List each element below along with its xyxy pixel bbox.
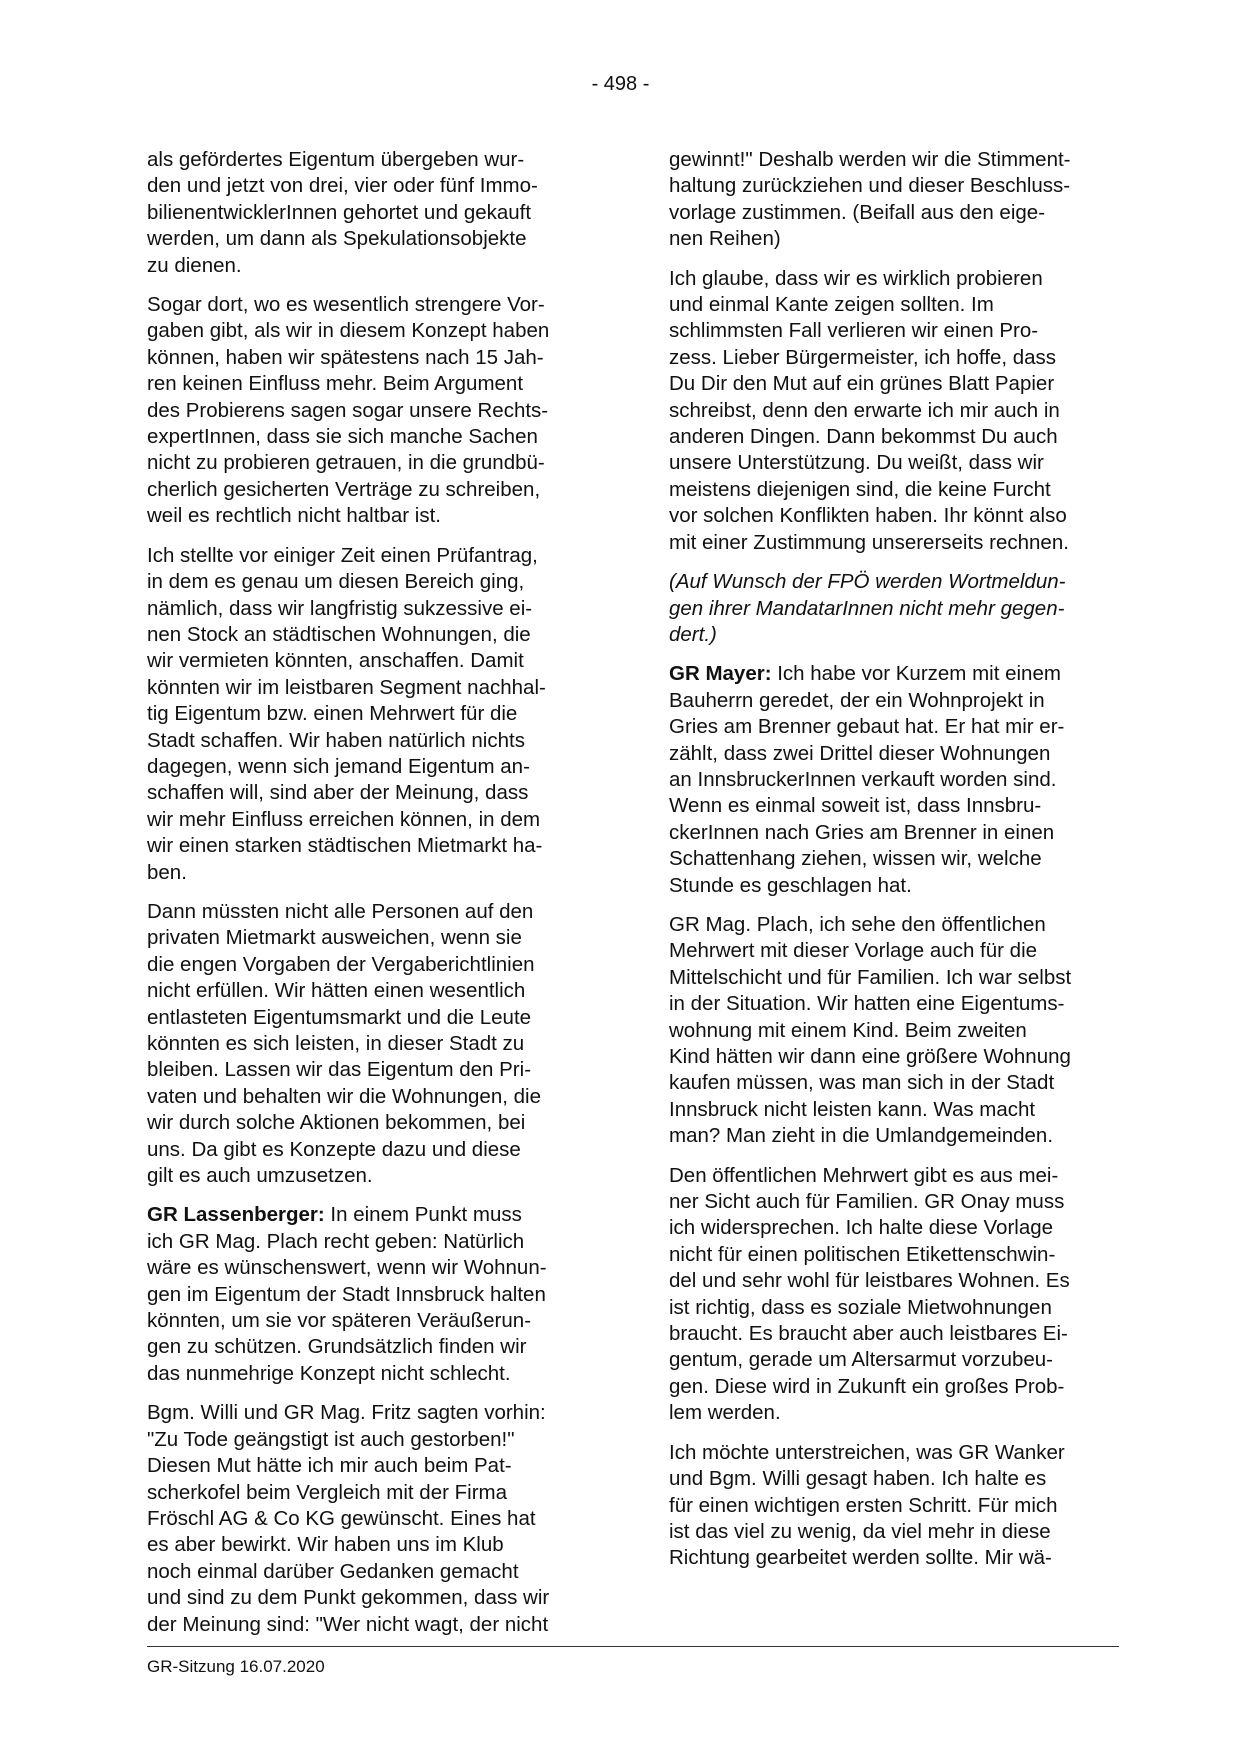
text-line: gaben gibt, als wir in diesem Konzept haben: [147, 319, 550, 343]
page-number: - 498 -: [591, 73, 650, 95]
text-line: Ich glaube, dass wir es wirklich probieren: [669, 266, 1043, 290]
text-line: "Zu Tode geängstigt ist auch gestorben!": [147, 1427, 515, 1451]
text-line: tig Eigentum bzw. einen Mehrwert für die: [147, 702, 518, 726]
text-line: vor solchen Konflikten haben. Ihr könnt also: [669, 504, 1067, 528]
text-line: Schattenhang ziehen, wissen wir, welche: [669, 847, 1042, 871]
text-line: schlimmsten Fall verlieren wir einen Pro-: [669, 319, 1039, 343]
paragraph: [147, 147, 599, 279]
footer-rule: [147, 1646, 1119, 1647]
text-line: anderen Dingen. Dann bekommst Du auch: [669, 425, 1058, 449]
text-line: in der Situation. Wir hatten eine Eigentums-: [669, 992, 1065, 1016]
text-line: könnten wir im leistbaren Segment nachhal-: [147, 675, 546, 699]
text-line: Sogar dort, wo es wesentlich strengere Vor-: [147, 293, 545, 317]
text-line: den und jetzt von drei, vier oder fünf Immo-: [147, 174, 538, 198]
text-line: Den öffentlichen Mehrwert gibt es aus mei-: [669, 1163, 1059, 1187]
text-line: wir durch solche Aktionen bekommen, bei: [147, 1111, 526, 1135]
text-line: Kind hätten wir dann eine größere Wohnung: [669, 1045, 1071, 1068]
text-line: als gefördertes Eigentum übergeben wur-: [147, 148, 525, 171]
paragraph: [669, 147, 1121, 253]
text-line: ren keinen Einfluss mehr. Beim Argument: [147, 372, 524, 396]
text-line: gen ihrer MandatarInnen nicht mehr gegen-: [669, 596, 1065, 620]
text-line: Bauherrn geredet, der ein Wohnprojekt in: [669, 688, 1045, 712]
paragraph: [669, 1440, 1121, 1572]
text-line: entlasteten Eigentumsmarkt und die Leute: [147, 1005, 532, 1029]
text-line: wir einen starken städtischen Mietmarkt ha-: [147, 834, 543, 858]
text-line: noch einmal darüber Gedanken gemacht: [147, 1559, 519, 1583]
text-line: könnten es sich leisten, in dieser Stadt zu: [147, 1032, 525, 1055]
text-line: Dann müssten nicht alle Personen auf den: [147, 899, 534, 923]
text-line: gilt es auch umzusetzen.: [147, 1164, 373, 1188]
text-line: und einmal Kante zeigen sollten. Im: [669, 293, 994, 317]
text-line: Gries am Brenner gebaut hat. Er hat mir er-: [669, 715, 1065, 739]
text-line: mit einer Zustimmung unsererseits rechnen.: [669, 530, 1069, 554]
text-line: Stadt schaffen. Wir haben natürlich nichts: [147, 728, 525, 752]
text-line: ben.: [147, 860, 187, 884]
paragraph: [669, 1163, 1121, 1427]
text-line: dagegen, wenn sich jemand Eigentum an-: [147, 754, 530, 778]
paragraph: [669, 266, 1121, 556]
text-line: Diesen Mut hätte ich mir auch beim Pat-: [147, 1454, 512, 1478]
text-line: ist richtig, dass es soziale Mietwohnungen: [669, 1295, 1052, 1319]
text-line: schaffen will, sind aber der Meinung, dass: [147, 781, 529, 805]
text-line: nicht zu probieren getrauen, in die grundbü-: [147, 451, 545, 475]
text-line: für einen wichtigen ersten Schritt. Für mich: [669, 1493, 1058, 1517]
text-line: ckerInnen nach Gries am Brenner in einen: [669, 820, 1055, 844]
text-line: cherlich gesicherten Verträge zu schreiben,: [147, 477, 541, 501]
speaker-text: In einem Punkt muss: [324, 1203, 522, 1227]
text-line: Fröschl AG & Co KG gewünscht. Eines hat: [147, 1506, 536, 1530]
text-line: uns. Da gibt es Konzepte dazu und diese: [147, 1137, 521, 1161]
text-line: und sind zu dem Punkt gekommen, dass wir: [147, 1586, 550, 1610]
text-line: kaufen müssen, was man sich in der Stadt: [669, 1071, 1055, 1095]
text-line: del und sehr wohl für leistbares Wohnen. Es: [669, 1269, 1070, 1293]
text-line: expertInnen, dass sie sich manche Sachen: [147, 425, 538, 449]
text-line: gen. Diese wird in Zukunft ein großes Prob-: [669, 1374, 1065, 1398]
text-line: Ich möchte unterstreichen, was GR Wanker: [669, 1440, 1065, 1464]
left-column: [147, 147, 599, 1651]
speaker-name: GR Mayer:: [669, 662, 772, 686]
text-line: Wenn es einmal soweit ist, dass Innsbru-: [669, 794, 1042, 818]
text-line: Du Dir den Mut auf ein grünes Blatt Papier: [669, 372, 1055, 396]
text-line: es aber bewirkt. Wir haben uns im Klub: [147, 1533, 504, 1557]
text-line: Innsbruck nicht leisten kann. Was macht: [669, 1097, 1036, 1121]
text-line: könnten, um sie vor späteren Veräußerun-: [147, 1309, 532, 1333]
text-line: gentum, gerade um Altersarmut vorzubeu-: [669, 1348, 1053, 1372]
text-line: das nunmehrige Konzept nicht schlecht.: [147, 1361, 511, 1385]
text-line: [147, 1202, 599, 1228]
text-line: Bgm. Willi und GR Mag. Fritz sagten vorhin:: [147, 1401, 546, 1425]
text-line: wohnung mit einem Kind. Beim zweiten: [669, 1018, 1027, 1042]
text-line: zess. Lieber Bürgermeister, ich hoffe, dass: [669, 345, 1057, 369]
speaker-text: Ich habe vor Kurzem mit einem: [771, 662, 1061, 686]
text-line: nicht für einen politischen Etikettenschwin-: [669, 1242, 1056, 1266]
text-line: Ich stellte vor einiger Zeit einen Prüfantrag,: [147, 543, 538, 567]
text-line: nämlich, dass wir langfristig sukzessive ei-: [147, 596, 533, 620]
text-line: dert.): [669, 622, 717, 646]
paragraph: [147, 543, 599, 886]
text-line: gen im Eigentum der Stadt Innsbruck halten: [147, 1282, 546, 1306]
text-line: [669, 661, 1121, 687]
paragraph: [147, 899, 599, 1189]
text-line: nen Stock an städtischen Wohnungen, die: [147, 622, 531, 646]
text-line: Mehrwert mit dieser Vorlage auch für die: [669, 939, 1038, 963]
speaker-paragraph: [147, 1202, 599, 1387]
text-line: des Probierens sagen sogar unsere Rechts-: [147, 398, 549, 422]
text-line: können, haben wir spätestens nach 15 Jah-: [147, 345, 544, 369]
text-line: in dem es genau um diesen Bereich ging,: [147, 570, 525, 594]
text-line: zu dienen.: [147, 253, 242, 277]
text-line: nen Reihen): [669, 227, 781, 251]
text-line: nicht erfüllen. Wir hätten einen wesentlich: [147, 979, 526, 1003]
text-line: der Meinung sind: "Wer nicht wagt, der nicht: [147, 1612, 549, 1636]
text-line: lem werden.: [669, 1401, 781, 1425]
text-line: privaten Mietmarkt ausweichen, wenn sie: [147, 926, 522, 950]
text-line: ner Sicht auch für Familien. GR Onay muss: [669, 1190, 1065, 1214]
text-line: wir vermieten könnten, anschaffen. Damit: [147, 649, 524, 673]
text-line: ich widersprechen. Ich halte diese Vorlage: [669, 1216, 1054, 1240]
text-line: bilienentwicklerInnen gehortet und gekauft: [147, 200, 532, 224]
text-line: scherkofel beim Vergleich mit der Firma: [147, 1480, 508, 1504]
text-line: und Bgm. Willi gesagt haben. Ich halte es: [669, 1467, 1047, 1491]
text-line: gewinnt!" Deshalb werden wir die Stimment-: [669, 148, 1071, 171]
text-line: weil es rechtlich nicht haltbar ist.: [147, 504, 441, 528]
editorial-note: [669, 569, 1121, 648]
text-line: werden, um dann als Spekulationsobjekte: [147, 227, 527, 251]
text-line: schreibst, denn den erwarte ich mir auch in: [669, 398, 1060, 422]
paragraph: [147, 292, 599, 530]
right-column: [669, 147, 1121, 1585]
text-line: ist das viel zu wenig, da viel mehr in diese: [669, 1519, 1051, 1543]
speaker-paragraph: [669, 661, 1121, 899]
text-line: unsere Unterstützung. Du weißt, dass wir: [669, 451, 1044, 475]
text-line: braucht. Es braucht aber auch leistbares Ei-: [669, 1322, 1068, 1346]
text-line: wäre es wünschenswert, wenn wir Wohnun-: [147, 1256, 547, 1280]
text-line: GR Mag. Plach, ich sehe den öffentlichen: [669, 912, 1046, 936]
text-line: haltung zurückziehen und dieser Beschluss-: [669, 174, 1071, 198]
text-line: Richtung gearbeitet werden sollte. Mir wä-: [669, 1546, 1052, 1570]
paragraph: [669, 912, 1121, 1150]
text-line: meistens diejenigen sind, die keine Furcht: [669, 477, 1051, 501]
text-line: ich GR Mag. Plach recht geben: Natürlich: [147, 1229, 525, 1253]
paragraph: [147, 1400, 599, 1638]
text-line: vorlage zustimmen. (Beifall aus den eige-: [669, 200, 1046, 224]
text-line: bleiben. Lassen wir das Eigentum den Pri-: [147, 1058, 532, 1082]
text-line: man? Man zieht in die Umlandgemeinden.: [669, 1124, 1054, 1148]
text-line: zählt, dass zwei Drittel dieser Wohnungen: [669, 741, 1051, 765]
text-line: wir mehr Einfluss erreichen können, in dem: [147, 807, 541, 831]
text-line: vaten und behalten wir die Wohnungen, die: [147, 1084, 541, 1108]
footer-text: GR-Sitzung 16.07.2020: [147, 1657, 325, 1676]
text-line: Stunde es geschlagen hat.: [669, 873, 912, 897]
text-line: an InnsbruckerInnen verkauft worden sind.: [669, 767, 1057, 791]
speaker-name: GR Lassenberger:: [147, 1203, 325, 1227]
text-line: Mittelschicht und für Familien. Ich war selbst: [669, 965, 1072, 989]
text-line: gen zu schützen. Grundsätzlich finden wir: [147, 1335, 527, 1359]
text-line: (Auf Wunsch der FPÖ werden Wortmeldun-: [669, 570, 1066, 594]
text-line: die engen Vorgaben der Vergaberichtlinien: [147, 952, 535, 976]
